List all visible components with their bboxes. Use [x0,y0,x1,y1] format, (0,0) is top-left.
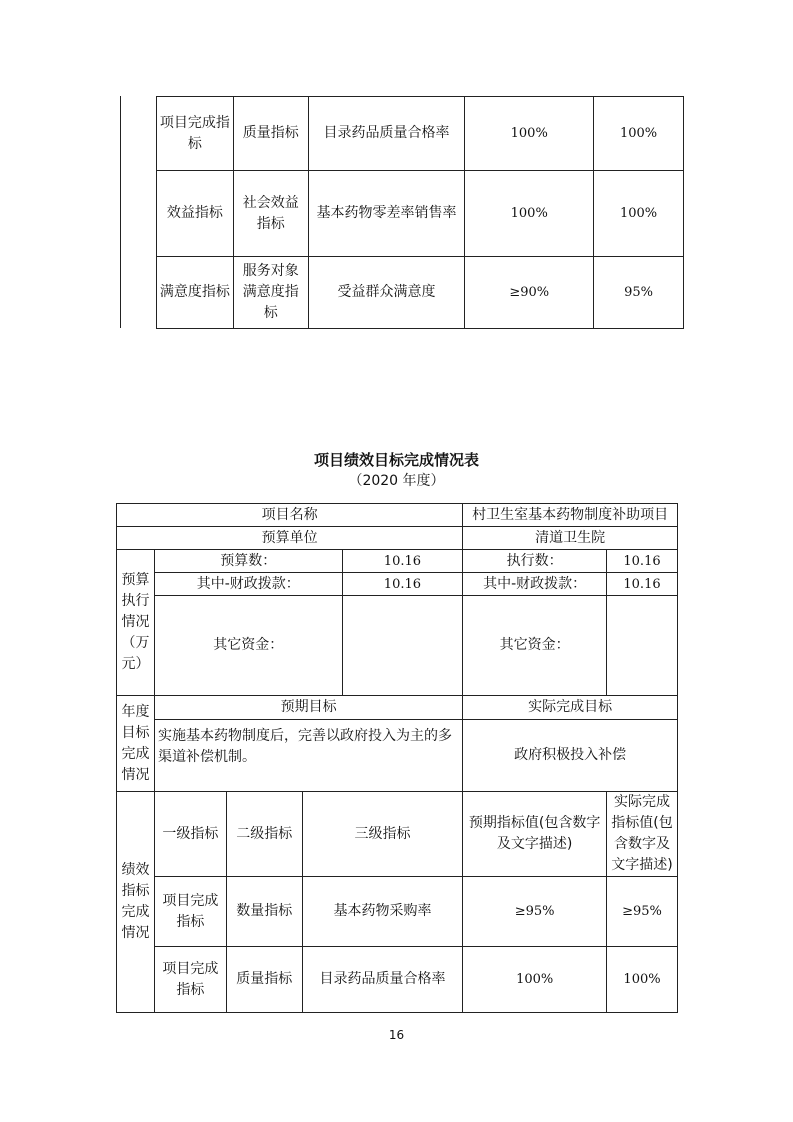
col-level1-header: 一级指标 [154,792,226,877]
exec-amount-value: 10.16 [607,550,678,573]
table-year: （2020 年度） [348,473,445,489]
expected-goal-text: 实施基本药物制度后，完善以政府投入为主的多渠道补偿机制。 [154,720,462,792]
fiscal-exec-value: 10.16 [607,573,678,596]
budget-unit-value: 清道卫生院 [463,527,678,550]
perf-indicator-label: 绩效指标完成情况 [117,792,155,1013]
exec-amount-label: 执行数： [463,550,607,573]
budget-amount-label: 预算数： [154,550,342,573]
level3-cell: 目录药品质量合格率 [308,97,465,171]
actual-value-cell: 100% [607,947,678,1013]
level2-cell: 质量指标 [226,947,302,1013]
expected-value-cell: 100% [465,97,594,171]
col-level3-header: 三级指标 [302,792,463,877]
fiscal-amount-value: 10.16 [342,573,463,596]
other-funds-exec-label: 其它资金： [463,596,607,696]
table-row [117,527,678,550]
actual-goal-label: 实际完成目标 [463,696,678,720]
level3-cell: 基本药物零差率销售率 [308,171,465,257]
performance-table [116,503,678,1013]
level1-cell: 满意度指标 [157,257,234,329]
level2-cell: 服务对象满意度指标 [233,257,308,329]
actual-value-cell: 100% [594,97,684,171]
expected-value-cell: 100% [465,171,594,257]
actual-value-cell: 95% [594,257,684,329]
table-row [117,550,678,573]
budget-exec-label: 预算执行情况（万元） [117,550,155,696]
table-row [157,97,684,171]
table-row [117,573,678,596]
level3-cell: 受益群众满意度 [308,257,465,329]
actual-goal-text: 政府积极投入补偿 [463,720,678,792]
level2-cell: 社会效益指标 [233,171,308,257]
level1-cell: 项目完成指标 [154,947,226,1013]
level2-cell: 质量指标 [233,97,308,171]
table-row [157,171,684,257]
expected-value-cell: 100% [463,947,607,1013]
left-border-line [120,96,121,328]
level3-cell: 基本药物采购率 [302,877,463,947]
level1-cell: 项目完成指标 [157,97,234,171]
other-funds-label: 其它资金： [154,596,342,696]
table-row [117,720,678,792]
col-level2-header: 二级指标 [226,792,302,877]
budget-amount-value: 10.16 [342,550,463,573]
other-funds-value [342,596,463,696]
col-expected-header: 预期指标值(包含数字及文字描述) [463,792,607,877]
actual-value-cell: ≥95% [607,877,678,947]
table-row [117,877,678,947]
fiscal-label: 其中-财政拨款： [154,573,342,596]
project-name-value: 村卫生室基本药物制度补助项目 [463,504,678,527]
table-title: 项目绩效目标完成情况表 [313,451,479,469]
level3-cell: 目录药品质量合格率 [302,947,463,1013]
level1-cell: 效益指标 [157,171,234,257]
project-name-label: 项目名称 [117,504,463,527]
table-row [117,596,678,696]
table-row [157,257,684,329]
col-actual-header: 实际完成指标值(包含数字及文字描述) [607,792,678,877]
table-row [117,792,678,877]
table-row [117,947,678,1013]
fiscal-exec-label: 其中-财政拨款： [463,573,607,596]
other-funds-exec-value [607,596,678,696]
actual-value-cell: 100% [594,171,684,257]
expected-goal-label: 预期目标 [154,696,462,720]
level1-cell: 项目完成指标 [154,877,226,947]
table-row [117,696,678,720]
budget-unit-label: 预算单位 [117,527,463,550]
expected-value-cell: ≥90% [465,257,594,329]
top-indicator-table [156,96,684,329]
table-row [117,504,678,527]
annual-goal-label: 年度目标完成情况 [117,696,155,792]
level2-cell: 数量指标 [226,877,302,947]
page-number: 16 [388,1028,405,1042]
expected-value-cell: ≥95% [463,877,607,947]
